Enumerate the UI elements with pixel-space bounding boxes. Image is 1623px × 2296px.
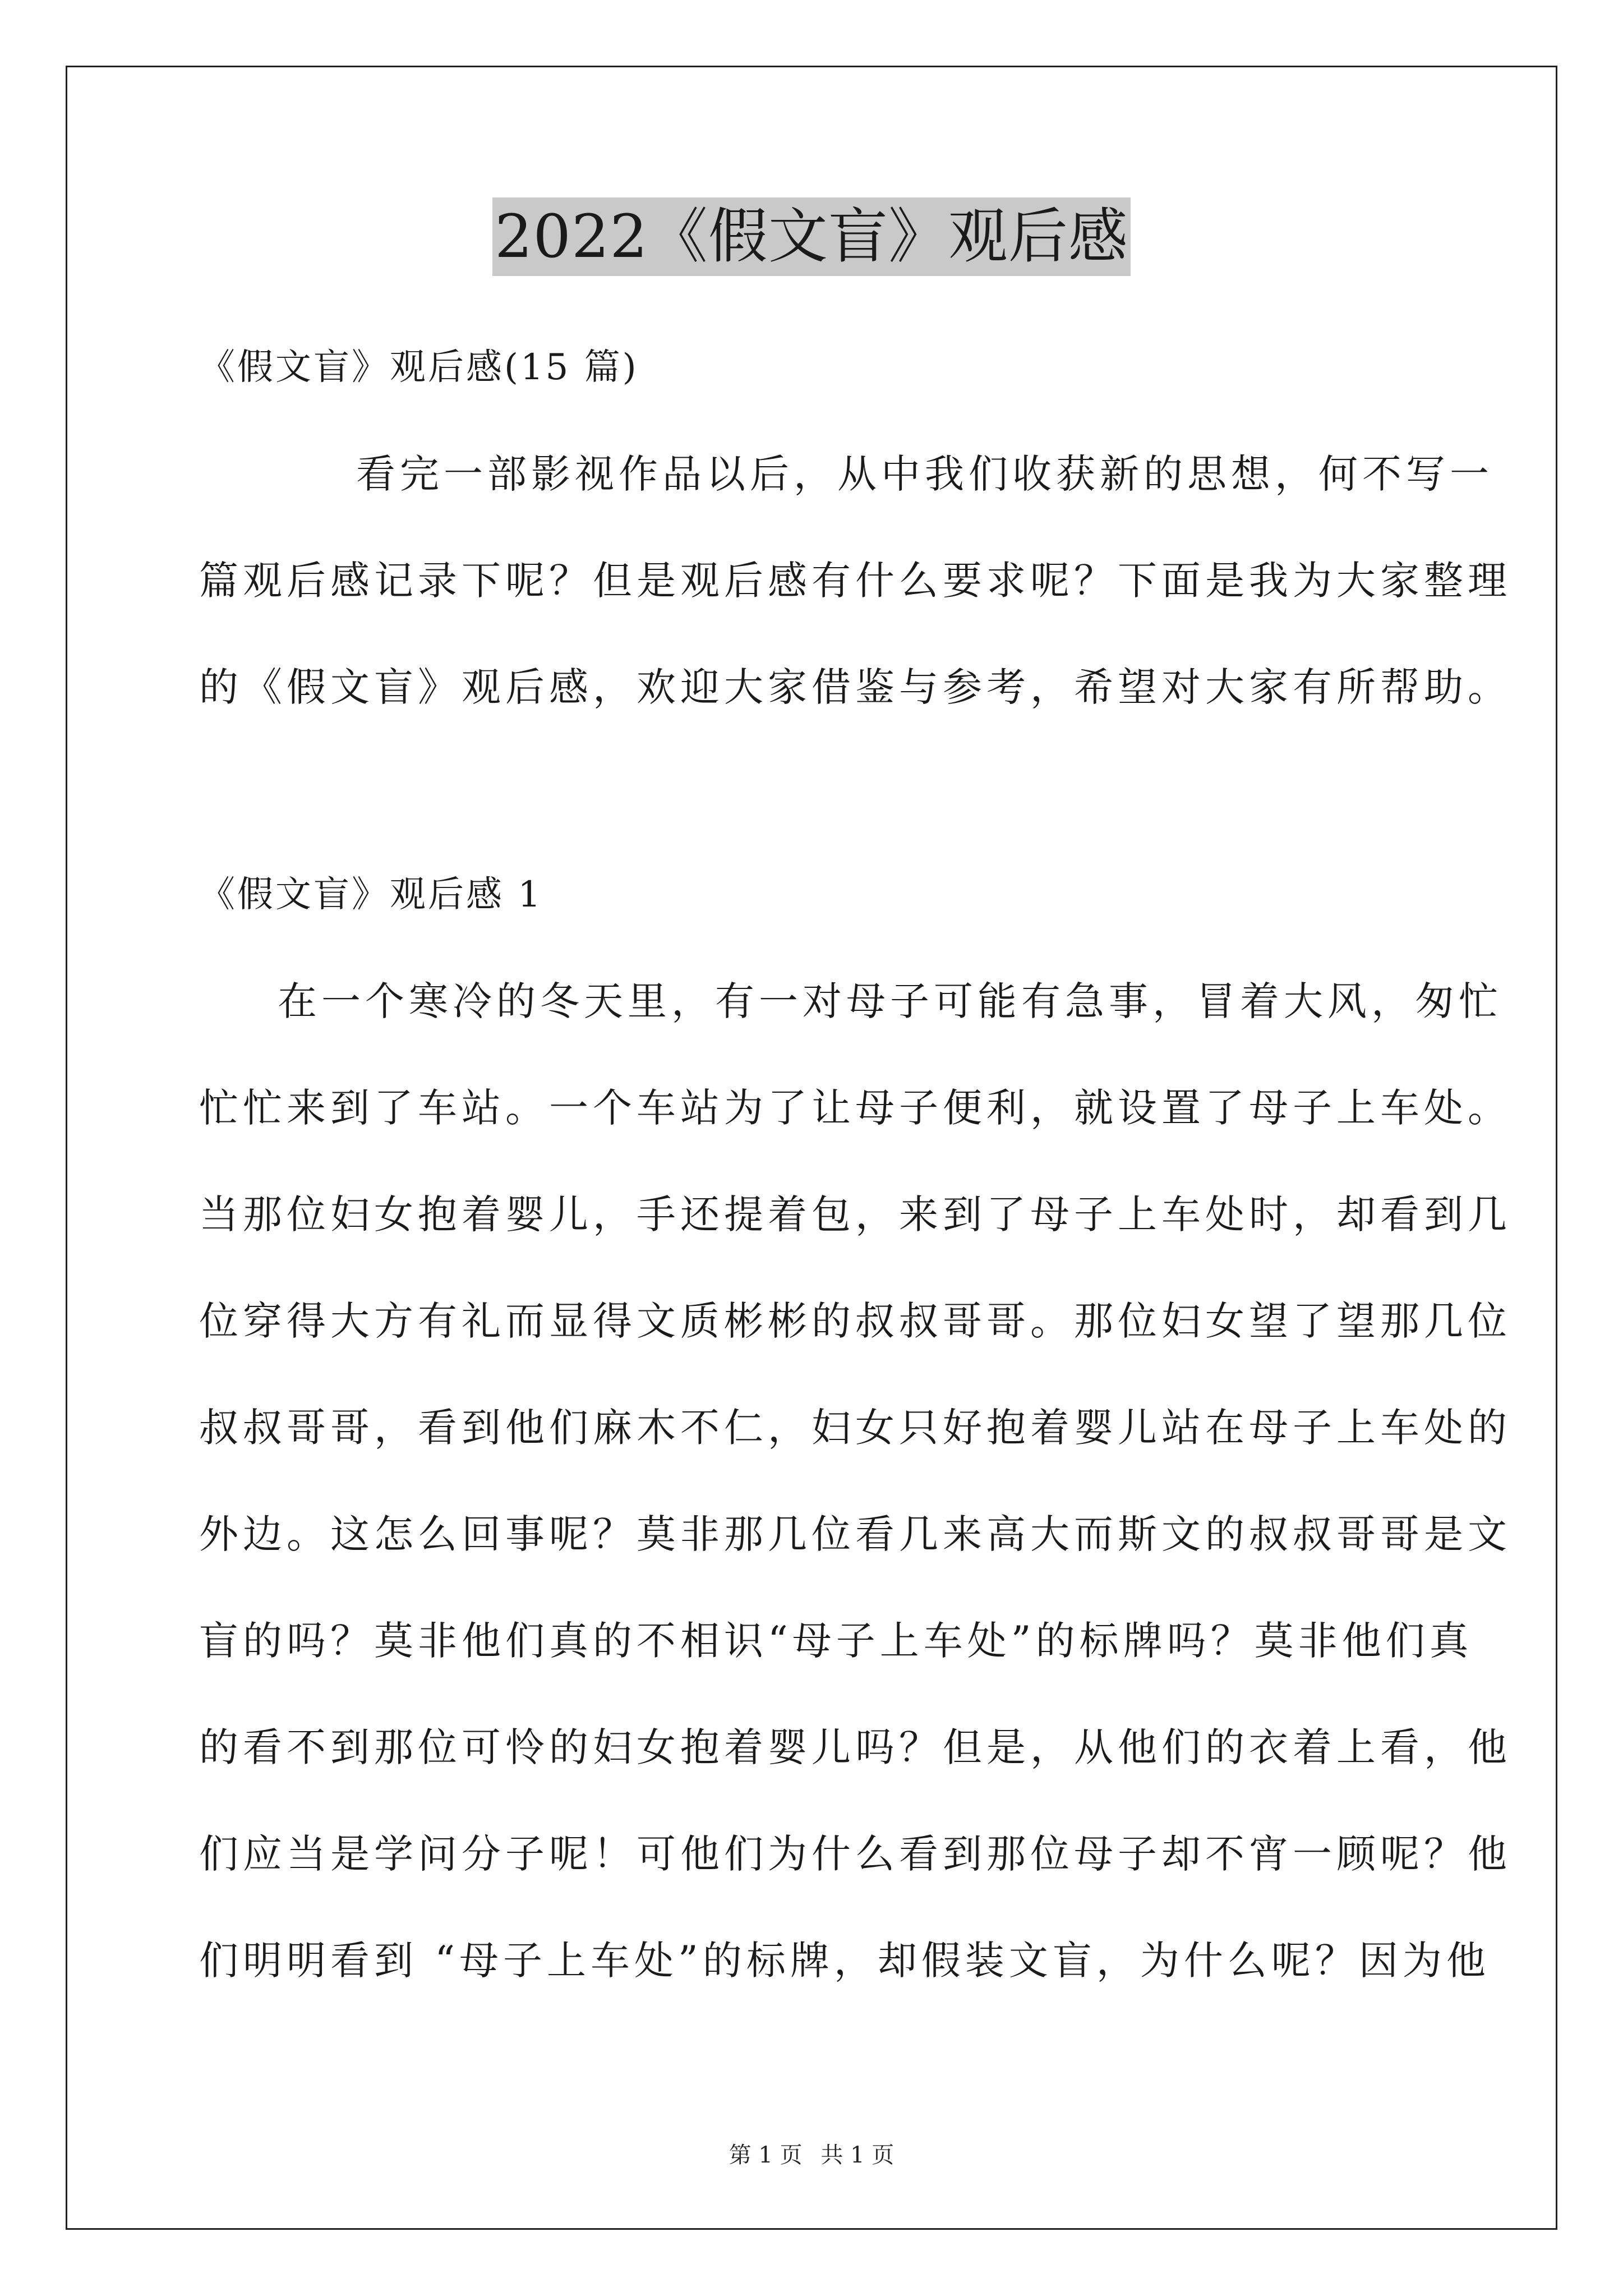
intro-line: 看完一部影视作品以后，从中我们收获新的思想，何不写一	[356, 451, 1493, 497]
document-subtitle: 《假文盲》观后感(15 篇)	[199, 347, 639, 388]
body-line: 忙忙来到了车站。一个车站为了让母子便利，就设置了母子上车处。	[199, 1085, 1511, 1131]
body-line: 盲的吗？莫非他们真的不相识“母子上车处”的标牌吗？莫非他们真	[199, 1618, 1473, 1664]
body-line: 在一个寒冷的冬天里，有一对母子可能有急事，冒着大风，匆忙	[278, 978, 1502, 1024]
title-wrap	[0, 197, 1623, 276]
document-title: 2022《假文盲》观后感	[492, 197, 1131, 276]
body-line: 外边。这怎么回事呢？莫非那几位看几来高大而斯文的叔叔哥哥是文	[199, 1511, 1511, 1557]
total-pages: 共 1 页	[820, 2142, 895, 2168]
body-line: 们明明看到 “母子上车处”的标牌，却假装文盲，为什么呢？因为他	[199, 1938, 1490, 1984]
body-line: 们应当是学问分子呢！可他们为什么看到那位母子却不宵一顾呢？他	[199, 1831, 1511, 1877]
paragraph-gap	[199, 740, 1436, 847]
page-number: 第 1 页	[728, 2142, 803, 2168]
body-line: 的看不到那位可怜的妇女抱着婴儿吗？但是，从他们的衣着上看，他	[199, 1724, 1511, 1770]
body-line: 叔叔哥哥，看到他们麻木不仁，妇女只好抱着婴儿站在母子上车处的	[199, 1405, 1511, 1451]
page-footer	[0, 2137, 1623, 2169]
intro-line: 的《假文盲》观后感，欢迎大家借鉴与参考，希望对大家有所帮助。	[199, 664, 1511, 710]
section-heading: 《假文盲》观后感 1	[199, 874, 543, 915]
document-body	[199, 314, 1511, 2014]
intro-line: 篇观后感记录下呢？但是观后感有什么要求呢？下面是我为大家整理	[199, 558, 1511, 604]
body-line: 当那位妇女抱着婴儿，手还提着包，来到了母子上车处时，却看到几	[199, 1191, 1511, 1237]
body-line: 位穿得大方有礼而显得文质彬彬的叔叔哥哥。那位妇女望了望那几位	[199, 1298, 1511, 1344]
